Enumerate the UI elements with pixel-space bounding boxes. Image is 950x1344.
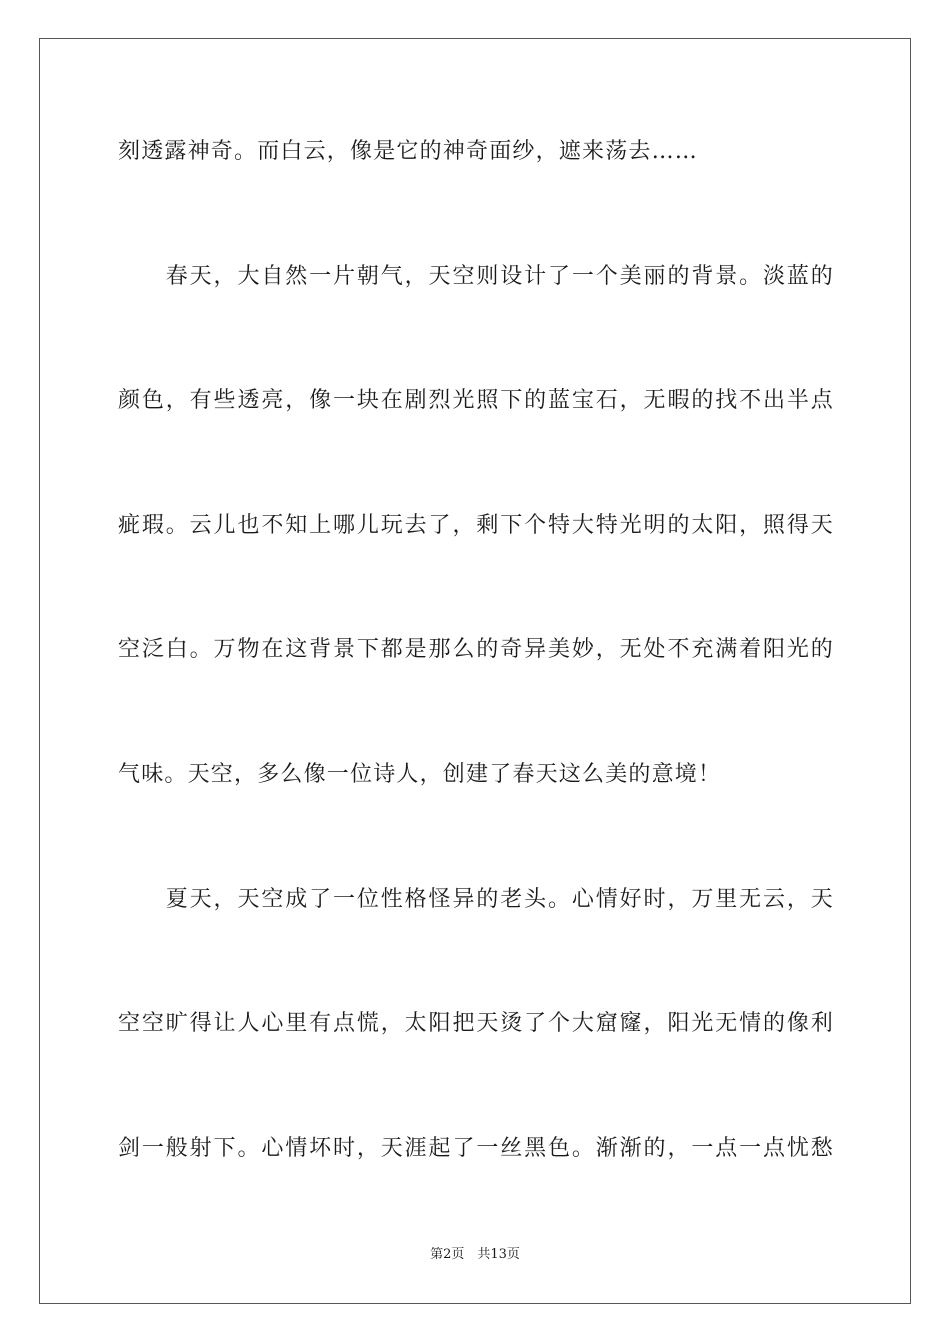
page-border: [39, 38, 911, 1304]
text-line: 空空旷得让人心里有点慌，太阳把天烫了个大窟窿，阳光无情的像利: [118, 1011, 834, 1036]
text-line: 空泛白。万物在这背景下都是那么的奇异美妙，无处不充满着阳光的: [118, 637, 834, 662]
text-line: 疵瑕。云儿也不知上哪儿玩去了，剩下个特大特光明的太阳，照得天: [118, 513, 834, 538]
text-line: 夏天，天空成了一位性格怪异的老头。心情好时，万里无云，天: [118, 887, 834, 912]
text-line: 气味。天空，多么像一位诗人，创建了春天这么美的意境！: [118, 762, 722, 787]
text-line: 刻透露神奇。而白云，像是它的神奇面纱，遮来荡去……: [118, 139, 699, 164]
page-number-footer: 第2页 共13页: [430, 1247, 520, 1262]
text-line: 剑一般射下。心情坏时，天涯起了一丝黑色。渐渐的，一点一点忧愁: [118, 1136, 834, 1161]
text-line: 颜色，有些透亮，像一块在剧烈光照下的蓝宝石，无暇的找不出半点: [118, 388, 834, 413]
text-line: 春天，大自然一片朝气，天空则设计了一个美丽的背景。淡蓝的: [118, 264, 834, 289]
